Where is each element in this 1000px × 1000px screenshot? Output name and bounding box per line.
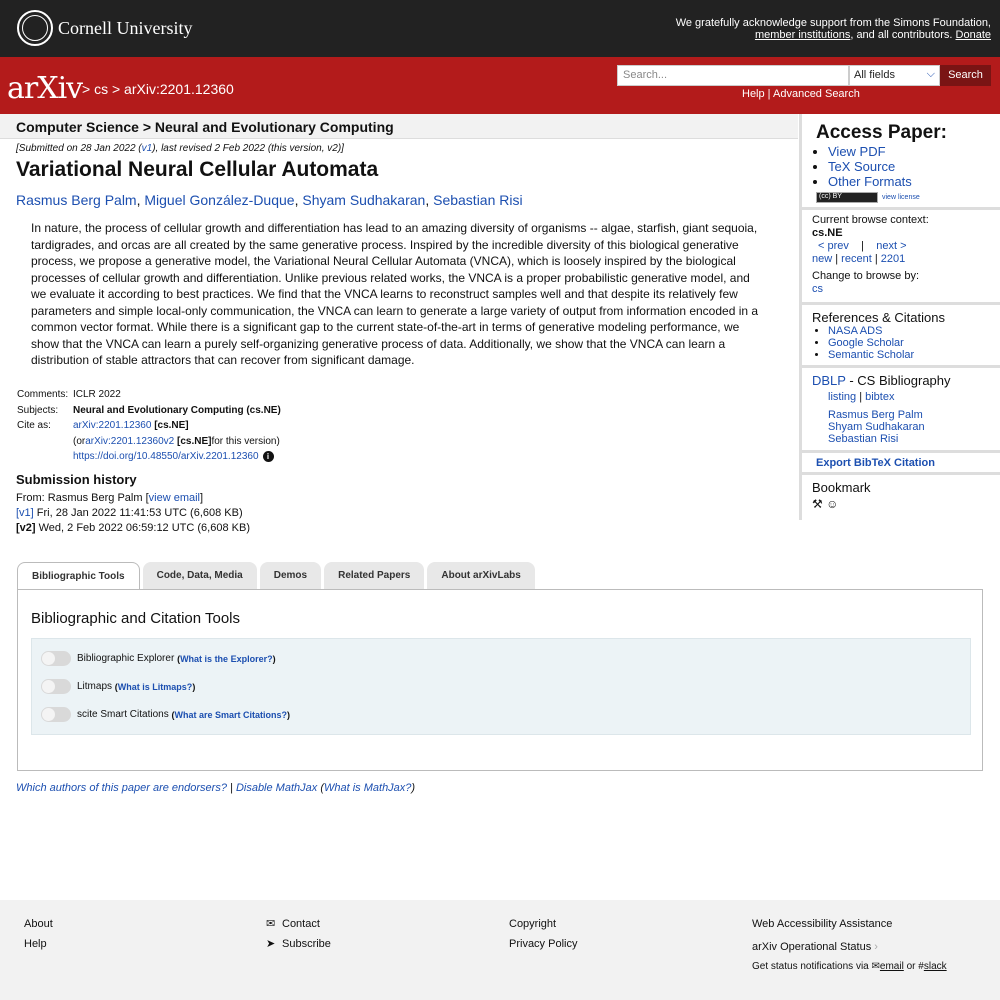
mathjax-paren-close: ) [411, 782, 416, 794]
endorse-sep: | [226, 782, 236, 794]
footer-copyright-link[interactable]: Copyright [509, 918, 557, 930]
dblp-link[interactable]: DBLP [812, 373, 846, 388]
footer-subscribe-link[interactable]: Subscribe [282, 938, 331, 950]
version-v1-link[interactable]: [v1] [16, 507, 34, 519]
header-links [742, 88, 860, 100]
acknowledgement [676, 17, 991, 41]
from-post: ] [200, 492, 204, 504]
chevron-right-icon: › [874, 941, 878, 953]
cite-v2-link[interactable]: arXiv:2201.12360v2 [85, 435, 175, 447]
abstract: In nature, the process of cellular growth and differentiation has lead to an amazing diversity of organisms -- algae, starfish, giant sequoia, tardigrades, and orcas are all created by the same generative process. Inspired by the incredible diversity of this biological generative process, we propose a generative model, the Variational Neural Cellular Automata (VNCA), which is loosely inspired by the biological processes of cellular growth and differentiation. Unlike previous related works, the VNCA is a proper probabilistic generative model, and we evaluate it according to best practices. We find that the VNCA learns to reconstruct samples well and that despite its relatively few parameters and simple local-only communication, the VNCA can learn to generate a large variety of output from information encoded in a common vector format. While there is a significant gap to the current state-of-the-art in terms of generative modeling performance, we show that the VNCA can learn a purely self-organizing generative process of data. Additionally, we show that the VNCA can learn a distribution of stable attractors that can recover from significant damage. [31, 221, 759, 367]
author-list: Rasmus Berg Palm, Miguel González-Duque, Shyam Sudhakaran, Sebastian Risi [16, 192, 523, 208]
slack-icon: # [918, 961, 924, 972]
paper-plane-icon: ➤ [266, 938, 276, 950]
nav-sep: | [835, 253, 839, 265]
submission-history-heading: Submission history [16, 472, 137, 487]
bibsonomy-icon[interactable]: ⚒ [812, 497, 823, 511]
dblp-author-link[interactable]: Sebastian Risi [828, 433, 899, 445]
tex-source-link[interactable]: TeX Source [828, 159, 896, 174]
status-slack-link[interactable]: slack [923, 961, 947, 972]
envelope-icon: ✉ [266, 918, 276, 930]
status-email-link[interactable]: email [879, 961, 904, 972]
dblp-listing-link[interactable]: listing [828, 391, 857, 403]
footer-status-link[interactable]: arXiv Operational Status [752, 941, 872, 953]
search-field-value: All fields [854, 69, 895, 81]
footer-col-4 [752, 914, 947, 977]
view-pdf-link[interactable]: View PDF [828, 144, 886, 159]
author-link[interactable]: Shyam Sudhakaran [302, 192, 426, 208]
bookmark-block [802, 475, 1000, 511]
nasa-ads-link[interactable]: NASA ADS [828, 325, 883, 337]
toggle-label: Bibliographic Explorer [77, 653, 175, 664]
prev-link[interactable]: < prev [818, 240, 849, 252]
breadcrumb [82, 81, 234, 97]
nav-sep: | [861, 240, 864, 252]
view-license-link[interactable]: view license [882, 194, 920, 201]
month-link[interactable]: 2201 [880, 253, 906, 265]
footer-contact-link[interactable]: Contact [282, 918, 320, 930]
access-paper-heading: Access Paper: [816, 122, 947, 143]
toggle-help-link[interactable]: What is Litmaps? [117, 681, 193, 692]
nav-sep: | [859, 391, 863, 403]
next-link[interactable]: next > [876, 240, 907, 252]
endorser-line [16, 782, 415, 794]
doi-link[interactable]: https://doi.org/10.48550/arXiv.2201.12360 [73, 451, 259, 463]
access-links [812, 144, 1000, 189]
version-v2-date: Wed, 2 Feb 2022 06:59:12 UTC (6,608 KB) [35, 522, 250, 534]
advanced-search-link[interactable]: Advanced Search [773, 88, 860, 100]
tab-about-arxivlabs[interactable]: About arXivLabs [427, 562, 534, 589]
subject-heading: Computer Science > Neural and Evolutionary Computing [0, 114, 798, 139]
browse-cs-link[interactable]: cs [812, 283, 823, 295]
version-v1-date: Fri, 28 Jan 2022 11:41:53 UTC (6,608 KB) [33, 507, 243, 519]
dblp-bibtex-link[interactable]: bibtex [865, 391, 895, 403]
arxiv-logo[interactable]: arXiv [7, 71, 83, 106]
tab-panel [17, 589, 983, 771]
cc-by-badge[interactable]: (cc) BY [816, 192, 878, 203]
envelope-icon: ✉ [871, 961, 880, 972]
comments-value: ICLR 2022 [73, 389, 121, 401]
cornell-name[interactable]: Cornell University [58, 18, 193, 38]
member-institutions-link[interactable]: member institutions [754, 29, 851, 41]
subjects-value: Neural and Evolutionary Computing (cs.NE) [73, 404, 281, 416]
footer-about-link[interactable]: About [24, 918, 53, 930]
dblp-author-link[interactable]: Rasmus Berg Palm [828, 409, 923, 421]
toggle-label: scite Smart Citations [77, 709, 169, 720]
version-v2-label: [v2] [16, 522, 36, 534]
author-link[interactable]: Rasmus Berg Palm [16, 192, 137, 208]
donate-link[interactable]: Donate [955, 29, 991, 41]
cite-label: Cite as: [17, 420, 51, 432]
footer-accessibility-link[interactable]: Web Accessibility Assistance [752, 918, 893, 930]
ack-tail: , and all contributors. [850, 29, 953, 41]
google-scholar-link[interactable]: Google Scholar [828, 337, 904, 349]
cite-v2-tag: [cs.NE] [176, 435, 212, 447]
references-heading: References & Citations [812, 310, 945, 325]
or-text: or [906, 961, 916, 972]
cite-row [17, 418, 281, 434]
cornell-seal-icon[interactable] [17, 10, 53, 46]
access-paper-block [802, 114, 1000, 210]
tab-bibliographic-tools[interactable]: Bibliographic Tools [17, 562, 140, 590]
author-link[interactable]: Sebastian Risi [433, 192, 523, 208]
search-field-select[interactable] [849, 65, 940, 86]
dblp-heading [812, 368, 1000, 388]
from-pre: From: Rasmus Berg Palm [ [16, 492, 149, 504]
references-links [812, 325, 1000, 365]
labs-tabs [17, 562, 538, 590]
paper-title: Variational Neural Cellular Automata [16, 158, 379, 181]
cite-link[interactable]: arXiv:2201.12360 [73, 420, 152, 432]
recent-link[interactable]: recent [841, 253, 872, 265]
submission-date [16, 143, 344, 154]
references-block [802, 305, 1000, 368]
search-button[interactable]: Search [940, 65, 991, 86]
toggle-row: Litmaps (What is Litmaps?) [41, 679, 195, 694]
doi-row [17, 449, 281, 465]
cite-tag: [cs.NE] [154, 420, 189, 432]
footer-privacy-link[interactable]: Privacy Policy [509, 938, 578, 950]
author-link[interactable]: Miguel González-Duque [144, 192, 295, 208]
license [812, 189, 1000, 207]
comments-label: Comments: [17, 389, 69, 401]
nav-sep: | [874, 253, 878, 265]
toggle-label: Litmaps [77, 681, 113, 692]
toggle-row: scite Smart Citations (What are Smart Citations?) [41, 707, 290, 722]
chevron-down-icon: ⌵ [926, 68, 935, 80]
scite-toggle[interactable] [41, 707, 71, 722]
or-post: for this version) [211, 435, 280, 447]
new-link[interactable]: new [812, 253, 833, 265]
comments-row [17, 387, 281, 403]
crumb-paper-id: arXiv:2201.12360 [124, 81, 234, 97]
crumb-sep: > [108, 81, 125, 97]
toggle-help-link[interactable]: What is the Explorer? [180, 653, 273, 664]
endorsers-link[interactable]: Which authors of this paper are endorsers? [16, 782, 227, 794]
v1-link[interactable]: v1 [141, 143, 153, 154]
reddit-icon[interactable]: ☺ [826, 497, 839, 511]
cite-version-row [17, 434, 281, 450]
export-block [802, 453, 1000, 475]
dblp-tail: - CS Bibliography [845, 373, 951, 388]
bookmark-heading: Bookmark [812, 480, 871, 495]
toggle-row: Bibliographic Explorer (What is the Explorer?) [41, 651, 276, 666]
what-is-mathjax-link[interactable]: What is MathJax? [324, 782, 412, 794]
submitted-pre: [Submitted on 28 Jan 2022 ( [16, 143, 142, 154]
subjects-label: Subjects: [17, 404, 59, 416]
toggle-help-link[interactable]: What are Smart Citations? [174, 709, 288, 720]
other-formats-link[interactable]: Other Formats [828, 174, 912, 189]
info-icon[interactable]: i [263, 451, 274, 462]
disable-mathjax-link[interactable]: Disable MathJax [235, 782, 318, 794]
browse-context-value: cs.NE [812, 227, 843, 239]
tab-code-data-media[interactable]: Code, Data, Media [143, 562, 257, 589]
toggle-list [31, 638, 971, 735]
dblp-author-link[interactable]: Shyam Sudhakaran [828, 421, 925, 433]
dblp-block [802, 368, 1000, 453]
ack-line1: We gratefully acknowledge support from the Simons Foundation, [675, 17, 991, 29]
crumb-cs[interactable]: cs [94, 81, 109, 97]
footer-col-2 [266, 914, 331, 954]
tab-demos[interactable]: Demos [260, 562, 321, 589]
link-divider: | [764, 88, 773, 100]
search-input[interactable]: Search... [617, 65, 849, 86]
metadata-table [17, 387, 281, 465]
subjects-row [17, 403, 281, 419]
litmaps-toggle[interactable] [41, 679, 71, 694]
tab-related-papers[interactable]: Related Papers [324, 562, 424, 589]
right-sidebar [799, 114, 1000, 520]
footer-col-3 [509, 914, 577, 954]
or-pre: (or [73, 435, 86, 447]
browse-context-block [802, 210, 1000, 305]
submission-history [16, 491, 250, 536]
footer-col-1 [24, 914, 53, 954]
footer-help-link[interactable]: Help [24, 938, 47, 950]
change-browse-label: Change to browse by: [812, 270, 920, 282]
submitted-post: ), last revised 2 Feb 2022 (this version, v2)] [152, 143, 344, 154]
site-footer [0, 900, 1000, 1000]
export-bibtex-link[interactable]: Export BibTeX Citation [816, 457, 935, 469]
panel-heading: Bibliographic and Citation Tools [31, 610, 241, 627]
browse-context-label: Current browse context: [812, 214, 929, 226]
semantic-scholar-link[interactable]: Semantic Scholar [828, 349, 915, 361]
notify-text: Get status notifications via [752, 961, 869, 972]
bibliographic-explorer-toggle[interactable] [41, 651, 71, 666]
crumb-sep: > [82, 81, 95, 97]
view-email-link[interactable]: view email [148, 492, 200, 504]
institution-banner [0, 0, 1000, 57]
help-link[interactable]: Help [742, 88, 765, 100]
mathjax-paren-open: ( [317, 782, 324, 794]
